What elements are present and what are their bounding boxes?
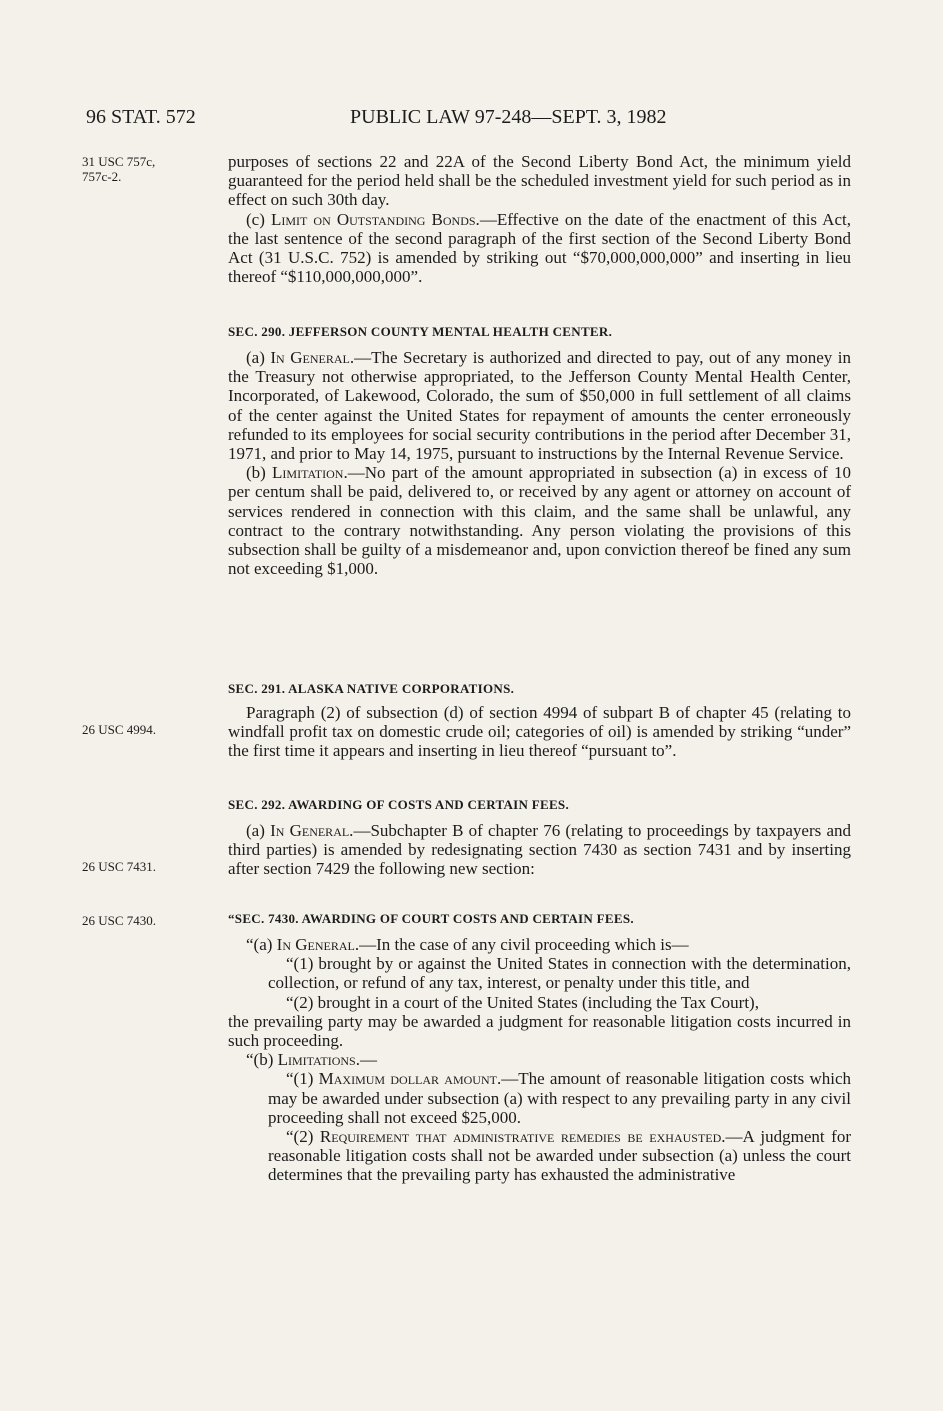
page-reference: 96 STAT. 572 [86, 106, 196, 128]
section-292-heading: SEC. 292. AWARDING OF COSTS AND CERTAIN FEES. [228, 797, 569, 812]
paragraph-291: Paragraph (2) of subsection (d) of section 4994 of subpart B of chapter 45 (relating to windfall profit tax on domestic crude oil; categories of oil) is amended by striking “under” the first time it appears and inserting in lieu thereof “pursuant to”. [228, 703, 851, 761]
section-292-body [228, 821, 851, 879]
paragraph-290-a: (a) In General.—The Secretary is authorized and directed to pay, out of any money in the Treasury not otherwise appropriated, to the Jefferson County Mental Health Center, Incorporated, of Lakewood, Colorado, the sum of $50,000 in full settlement of all claims of the center against the United States for repayment of amounts the center erroneously refunded to its employees for social security contributions in the period after December 31, 1971, and prior to May 14, 1975, pursuant to instructions by the Internal Revenue Service. [228, 348, 852, 464]
margin-note-26-usc-4994: 26 USC 4994. [82, 722, 157, 737]
paragraph-7430-a: “(a) In General.—In the case of any civil proceeding which is— [246, 935, 689, 954]
paragraph-7430-a1: “(1) brought by or against the United States in connection with the determination, collection, or refund of any tax, interest, or penalty under this title, and [268, 954, 851, 993]
paragraph-7430-b: “(b) Limitations.— [246, 1050, 377, 1070]
paragraph-290-b: (b) Limitation.—No part of the amount appropriated in subsection (a) in excess of 10 per centum shall be paid, delivered to, or received by any agent or attorney on account of services rendered in connection with this claim, and the same shall be unlawful, any contract to the contrary notwithstanding. Any person violating the provisions of this subsection shall be guilty of a misdemeanor and, upon conviction thereof be fined any sum not exceeding $1,000. [228, 463, 851, 579]
paragraph-7430-b2: “(2) Requirement that administrative remedies be exhausted.—A judgment for reasonable litigation costs shall not be awarded under subsection (a) unless the court determines that the prevailing party has exhausted the administrative [268, 1127, 851, 1185]
margin-note-31-usc: 31 USC 757c, 757c-2. [82, 154, 156, 184]
margin-note-26-usc-7430: 26 USC 7430. [82, 913, 157, 928]
paragraph-7430-a-tail: the prevailing party may be awarded a judgment for reasonable litigation costs incurred in such proceeding. [228, 1011, 851, 1051]
law-title: PUBLIC LAW 97-248—SEPT. 3, 1982 [350, 106, 667, 128]
section-290-body [228, 348, 851, 578]
intro-paragraphs [228, 152, 851, 286]
paragraph-c: (c) Limit on Outstanding Bonds.—Effective on the date of the enactment of this Act, the last sentence of the second paragraph of the first section of the Second Liberty Bond Act (31 U.S.C. 752) is amended by striking out “$70,000,000,000” and inserting in lieu thereof “$110,000,000,000”. [228, 209, 851, 287]
section-7430-heading: “SEC. 7430. AWARDING OF COURT COSTS AND CERTAIN FEES. [228, 911, 634, 926]
paragraph-292-a: (a) In General.—Subchapter B of chapter 76 (relating to proceedings by taxpayers and third parties) is amended by redesignating section 7430 as section 7431 and by inserting after section 7429 the following new section: [228, 821, 851, 879]
paragraph-7430-a2: “(2) brought in a court of the United States (including the Tax Court), [286, 992, 759, 1012]
section-291-body [228, 703, 851, 761]
section-7430-body [228, 935, 851, 1185]
paragraph-7430-b1: “(1) Maximum dollar amount.—The amount of reasonable litigation costs which may be awarded under subsection (a) with respect to any prevailing party in any civil proceeding shall not exceed $25,000. [268, 1069, 851, 1127]
paragraph-intro: purposes of sections 22 and 22A of the Second Liberty Bond Act, the minimum yield guaranteed for the period held shall be the scheduled investment yield for such period as in effect on such 30th day. [228, 152, 851, 210]
section-290-heading: SEC. 290. JEFFERSON COUNTY MENTAL HEALTH CENTER. [228, 324, 613, 339]
margin-note-26-usc-7431: 26 USC 7431. [82, 859, 157, 874]
section-291-heading: SEC. 291. ALASKA NATIVE CORPORATIONS. [228, 681, 515, 696]
